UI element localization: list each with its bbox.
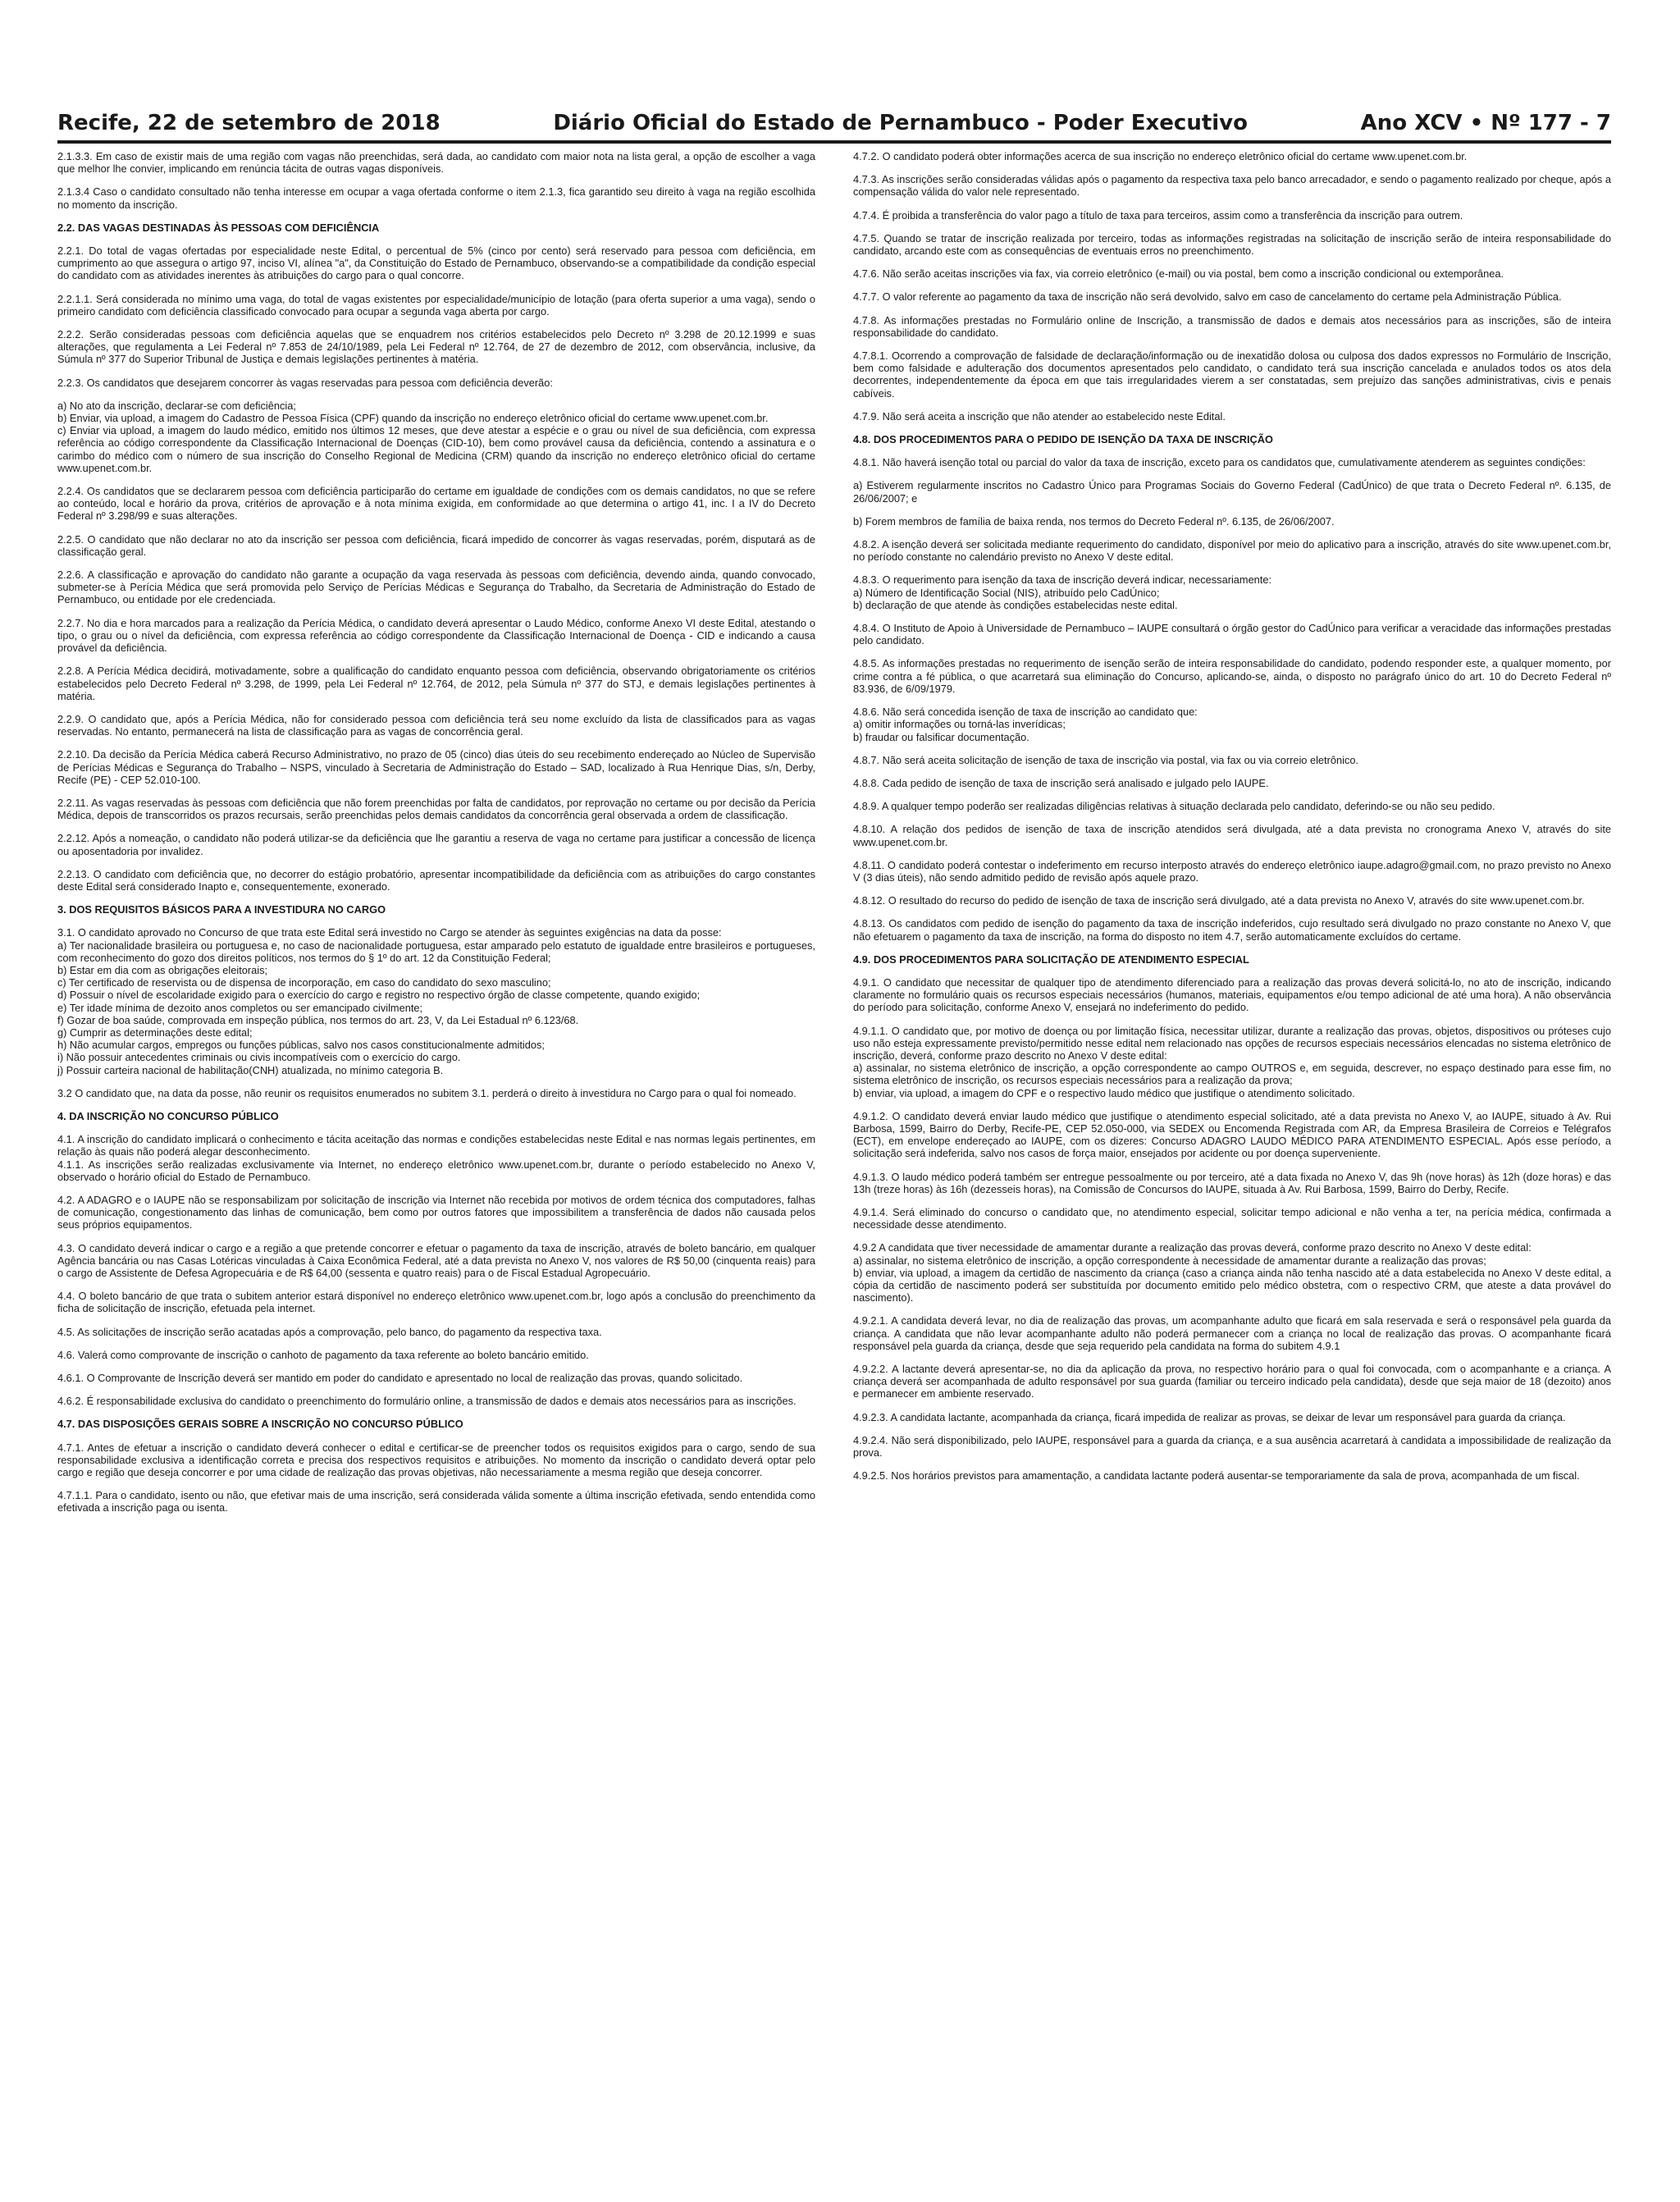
paragraph: 4.5. As solicitações de inscrição serão acatadas após a comprovação, pelo banco, do pagamento da respectiva taxa. xyxy=(57,1325,602,1338)
paragraph: 4.3. O candidato deverá indicar o cargo e a região a que pretende concorrer e efetuar o pagamento da taxa de inscrição, através de boleto bancário, em qualquer Agência bancária ou nas Casas Lotéricas vinculadas à Caixa Econômica Federal, até a data prevista no Anexo V, nos valores de R$ 50,00 (cinquenta reais) para o cargo de Assistente de Defesa Agropecuária e de R$ 64,00 (sessenta e quatro reais) para o de Fiscal Estadual Agropecuário. xyxy=(57,1241,815,1280)
paragraph: 4.8.6. Não será concedida isenção de taxa de inscrição ao candidato que: a) omitir informações ou torná-las inverídicas; b) fraudar ou falsificar documentação. xyxy=(853,706,1198,743)
paragraph: 4.7.5. Quando se tratar de inscrição realizada por terceiro, todas as informações registradas na solicitação de inscrição serão de inteira responsabilidade do candidato, arcando este com as consequências de eventuais erros no preenchimento. xyxy=(853,231,1611,258)
paragraph: 4.9.1. O candidato que necessitar de qualquer tipo de atendimento diferenciado para a realização das provas deverá solicitá-lo, no ato de inscrição, indicando claramente no formulário quais os recursos especiais necessários (humanos, materiais, equipamentos e/ou tempo adicional de até uma hora). A não observância do período para solicitação, conforme Anexo V, ensejará no indeferimento do pedido. xyxy=(853,975,1611,1014)
paragraph: 4.8.4. O Instituto de Apoio à Universidade de Pernambuco – IAUPE consultará o órgão gestor do CadÚnico para verificar a veracidade das informações prestadas pelo candidato. xyxy=(853,622,1611,647)
paragraph: 2.2.11. As vagas reservadas às pessoas com deficiência que não forem preenchidas por falta de candidatos, por reprovação no certame ou por decisão da Perícia Médica, depois de transcorridos os prazos recursais, serão preenchidas pelos demais candidatos da concorrência geral observada a ordem de classificação. xyxy=(57,796,815,822)
paragraph: 4.7.1.1. Para o candidato, isento ou não, que efetivar mais de uma inscrição, será considerada válida somente a última inscrição efetivada, sendo entendida como efetivada a inscrição paga ou isenta. xyxy=(57,1489,815,1514)
columns xyxy=(57,150,1611,1525)
paragraph: 4.9.2.4. Não será disponibilizado, pelo IAUPE, responsável para a guarda da criança, e a sua ausência acarretará à candidata a impossibilidade de realização da prova. xyxy=(853,1433,1611,1460)
paragraph: 4.6.2. É responsabilidade exclusiva do candidato o preenchimento do formulário online, a transmissão de dados e demais atos necessários para as inscrições. xyxy=(57,1395,797,1408)
paragraph: 2.2.1. Do total de vagas ofertadas por especialidade neste Edital, o percentual de 5% (cinco por cento) será reservado para pessoa com deficiência, em cumprimento ao que assegura o artigo 97, inciso VI, alínea "a", da Constituição do Estado de Pernambuco, observando-se a compatibilidade da condição especial do candidato com as atividades inerentes às atribuições do cargo para o qual concorre. xyxy=(57,244,815,282)
paragraph: 4.7.8.1. Ocorrendo a comprovação de falsidade de declaração/informação ou de inexatidão dolosa ou culposa dos dados expressos no Formulário de Inscrição, bem como falsidade e adulteração dos documentos apresentados pelo candidato, o candidato terá sua inscrição cancelada e anulados todos os atos dela decorrentes, independentemente da época em que tais irregularidades vierem a ser constatadas, sem prejuízo das sanções administrativas, civis e penais cabíveis. xyxy=(853,349,1611,400)
paragraph: a) No ato da inscrição, declarar-se com deficiência; b) Enviar, via upload, a imagem do Cadastro de Pessoa Física (CPF) quando da inscrição no endereço eletrônico oficial do certame www.upenet.com.br. c) Enviar via upload, a imagem do laudo médico, emitido nos últimos 12 meses, que deve atestar a espécie e o grau ou nível de sua deficiência, com expressa referência ao código correspondente da Classificação Internacional de Doenças (CID-10), bem como provável causa da deficiência, contendo a assinatura e o carimbo do médico com o número de sua inscrição do Conselho Regional de Medicina (CRM) quando da inscrição no endereço eletrônico oficial do certame www.upenet.com.br. xyxy=(57,399,815,474)
paragraph: 3.2 O candidato que, na data da posse, não reunir os requisitos enumerados no subitem 3.1. perderá o direito à investidura no Cargo para o qual foi nomeado. xyxy=(57,1086,797,1099)
paragraph: 4.9.2.1. A candidata deverá levar, no dia de realização das provas, um acompanhante adulto que ficará em sala reservada e será o responsável pela guarda da criança. A candidata que não levar acompanhante adulto não poderá permanecer com a criança no local de realização das provas. O acompanhante ficará responsável pela guarda da criança, desde que seja requerido pela candidata na forma do subitem 4.9.1 xyxy=(853,1314,1611,1352)
paragraph: 2.2.7. No dia e hora marcados para a realização da Perícia Médica, o candidato deverá apresentar o Laudo Médico, conforme Anexo VI deste Edital, atestando o tipo, o grau ou o nível da deficiência, com expressa referência ao código correspondente da Classificação Internacional de Doença - CID e indicando a causa provável da deficiência. xyxy=(57,616,815,655)
paragraph: 2.2.8. A Perícia Médica decidirá, motivadamente, sobre a qualificação do candidato enquanto pessoa com deficiência, observando obrigatoriamente os critérios estabelecidos pelo Decreto Federal nº 3.298, de 1999, pela Lei Federal nº 12.764, de 2012, pela Súmula nº 377 do STJ, e demais legislações pertinentes à matéria. xyxy=(57,665,815,702)
paragraph: 4.9.2.3. A candidata lactante, acompanhada da criança, ficará impedida de realizar as provas, se deixar de levar um responsável para guarda da criança. xyxy=(853,1410,1566,1423)
paragraph: 2.1.3.4 Caso o candidato consultado não tenha interesse em ocupar a vaga ofertada conforme o item 2.1.3, fica garantido seu direito à vaga na região escolhida no momento da inscrição. xyxy=(57,185,815,211)
paragraph: 4.7.3. As inscrições serão consideradas válidas após o pagamento da respectiva taxa pelo banco arrecadador, e sendo o pagamento realizado por cheque, após a compensação válida do valor nele representado. xyxy=(853,173,1611,199)
paragraph: 2.2.5. O candidato que não declarar no ato da inscrição ser pessoa com deficiência, ficará impedido de concorrer às vagas reservadas, porém, disputará as de classificação geral. xyxy=(57,532,815,558)
paragraph: 4.8.1. Não haverá isenção total ou parcial do valor da taxa de inscrição, exceto para os candidatos que, cumulativamente atenderem as seguintes condições: xyxy=(853,456,1586,469)
paragraph: 4.4. O boleto bancário de que trata o subitem anterior estará disponível no endereço eletrônico www.upenet.com.br, logo após a conclusão do preenchimento da ficha de solicitação de inscrição, efetuada pela internet. xyxy=(57,1290,815,1315)
paragraph: 4.8.8. Cada pedido de isenção de taxa de inscrição será analisado e julgado pelo IAUPE. xyxy=(853,776,1269,789)
paragraph: 2.2.9. O candidato que, após a Perícia Médica, não for considerado pessoa com deficiência terá seu nome excluído da lista de classificados para as vagas reservadas. No entanto, permanecerá na lista de classificação para as vagas de concorrência geral. xyxy=(57,712,815,738)
paragraph: 2.1.3.3. Em caso de existir mais de uma região com vagas não preenchidas, será dada, ao candidato com maior nota na lista geral, a opção de escolher a vaga que melhor lhe convier, implicando em renúncia tácita de outras vagas disponíveis. xyxy=(57,150,815,176)
paragraph: 4.8.2. A isenção deverá ser solicitada mediante requerimento do candidato, disponível por meio do aplicativo para a inscrição, através do site www.upenet.com.br, no período constante no calendário previsto no Anexo V deste edital. xyxy=(853,538,1611,564)
paragraph: 4.9.2 A candidata que tiver necessidade de amamentar durante a realização das provas deverá, conforme prazo descrito no Anexo V deste edital: a) assinalar, no sistema eletrônico de inscrição, a opção correspondente à necessidade de amamentar durante a realização das provas; b) enviar, via upload, a imagem da certidão de nascimento da criança (caso a criança ainda não tenha nascido até a data estabelecida no Anexo V deste edital, a cópia da certidão de nascimento poderá ser substituída por documento emitido pelo médico obstetra, com o respectivo CRM, que ateste a data provável do nascimento). xyxy=(853,1241,1611,1304)
paragraph: 4.1. A inscrição do candidato implicará o conhecimento e tácita aceitação das normas e condições estabelecidas neste Edital e nas normas legais pertinentes, em relação às quais não poderá alegar desconhecimento. 4.1.1. As inscrições serão realizadas exclusivamente via Internet, no endereço eletrônico www.upenet.com.br, durante o período estabelecido no Anexo V, observado o horário oficial do Estado de Pernambuco. xyxy=(57,1133,815,1183)
paragraph: 2.2.1.1. Será considerada no mínimo uma vaga, do total de vagas existentes por especialidade/município de lotação (para oferta superior a uma vaga), sendo o primeiro candidato com deficiência classificado convocado para ocupar a segunda vaga aberta por cargo. xyxy=(57,292,815,318)
header-title: Diário Oficial do Estado de Pernambuco - Poder Executivo xyxy=(553,111,1248,135)
left-column xyxy=(57,150,815,1525)
right-column xyxy=(853,150,1611,1525)
paragraph: 2.2.12. Após a nomeação, o candidato não poderá utilizar-se da deficiência que lhe garantiu a reserva de vaga no certame para justificar a concessão de licença ou aposentadoria por invalidez. xyxy=(57,832,815,857)
paragraph: 4.9.1.3. O laudo médico poderá também ser entregue pessoalmente ou por terceiro, até a data fixada no Anexo V, das 9h (nove horas) às 12h (doze horas) e das 13h (treze horas) às 16h (dezesseis horas), na Comissão de Concursos do IAUPE, situada à Av. Rui Barbosa, 1599, Bairro do Derby, Recife. xyxy=(853,1170,1611,1195)
paragraph: 4.8.7. Não será aceita solicitação de isenção de taxa de inscrição via postal, via fax ou via correio eletrônico. xyxy=(853,753,1359,766)
paragraph: 2.2.6. A classificação e aprovação do candidato não garante a ocupação da vaga reservada às pessoas com deficiência, devendo ainda, quando convocado, submeter-se à Perícia Médica que será promovida pelo Serviço de Perícias Médicas e Segurança do Trabalho, da Secretaria de Administração do Estado de Pernambuco, ou entidade por ele credenciada. xyxy=(57,569,815,606)
paragraph: 4.6. Valerá como comprovante de inscrição o canhoto de pagamento da taxa referente ao boleto bancário emitido. xyxy=(57,1348,589,1361)
paragraph: 4.7.7. O valor referente ao pagamento da taxa de inscrição não será devolvido, salvo em caso de cancelamento do certame pela Administração Pública. xyxy=(853,290,1562,304)
section-heading: 4. DA INSCRIÇÃO NO CONCURSO PÚBLICO xyxy=(57,1109,279,1122)
paragraph: b) Forem membros de família de baixa renda, nos termos do Decreto Federal nº. 6.135, de 26/06/2007. xyxy=(853,514,1335,528)
paragraph: 2.2.13. O candidato com deficiência que, no decorrer do estágio probatório, apresentar incompatibilidade da deficiência com as atribuições do cargo constantes deste Edital será considerado Inapto e, consequentemente, exonerado. xyxy=(57,867,815,893)
paragraph: 2.2.3. Os candidatos que desejarem concorrer às vagas reservadas para pessoa com deficiência deverão: xyxy=(57,376,553,389)
section-heading: 4.9. DOS PROCEDIMENTOS PARA SOLICITAÇÃO DE ATENDIMENTO ESPECIAL xyxy=(853,953,1249,966)
newspaper-page xyxy=(57,111,1611,1525)
paragraph: 4.8.9. A qualquer tempo poderão ser realizadas diligências relativas à situação declarada pelo candidato, deferindo-se ou não seu pedido. xyxy=(853,800,1495,813)
paragraph: 4.9.1.1. O candidato que, por motivo de doença ou por limitação física, necessitar utilizar, durante a realização das provas, objetos, dispositivos ou próteses cujo uso não esteja expressamente previsto/permitido nesse edital nem relacionado nas opções de recursos especiais necessários elencadas no sistema eletrônico de inscrição, deverá, conforme prazo descrito no Anexo V deste edital: a) assinalar, no sistema eletrônico de inscrição, a opção correspondente ao campo OUTROS e, em seguida, descrever, no espaço destinado para esse fim, no sistema eletrônico de inscrição, os recursos especiais necessários para a realização da prova; b) enviar, via upload, a imagem do CPF e o respectivo laudo médico que justifique o atendimento solicitado. xyxy=(853,1024,1611,1099)
paragraph: 4.7.6. Não serão aceitas inscrições via fax, via correio eletrônico (e-mail) ou via postal, bem como a inscrição condicional ou extemporânea. xyxy=(853,267,1504,281)
section-heading: 3. DOS REQUISITOS BÁSICOS PARA A INVESTIDURA NO CARGO xyxy=(57,903,386,916)
header-date: Recife, 22 de setembro de 2018 xyxy=(57,111,441,135)
paragraph: 4.8.5. As informações prestadas no requerimento de isenção serão de inteira responsabilidade do candidato, podendo responder este, a qualquer momento, por crime contra a fé pública, o que acarretará sua eliminação do Concurso, aplicando-se, ainda, o disposto no parágrafo único do art. 10 do Decreto Federal nº 83.936, de 6/09/1979. xyxy=(853,657,1611,695)
paragraph: 4.8.3. O requerimento para isenção da taxa de inscrição deverá indicar, necessariamente: a) Número de Identificação Social (NIS), atribuído pelo CadÚnico; b) declaração de que atende às condições estabelecidas neste edital. xyxy=(853,573,1272,611)
header-issue: Ano XCV • Nº 177 - 7 xyxy=(1360,111,1611,135)
paragraph: 3.1. O candidato aprovado no Concurso de que trata este Edital será investido no Cargo se atender às seguintes exigências na data da posse: a) Ter nacionalidade brasileira ou portuguesa e, no caso de nacionalidade portuguesa, estar amparado pelo estatuto de igualdade entre brasileiros e portugueses, com reconhecimento do gozo dos direitos políticos, nos termos do § 1º do art. 12 da Constituição Federal; b) Estar em dia com as obrigações eleitorais; c) Ter certificado de reservista ou de dispensa de incorporação, em caso do candidato do sexo masculino; d) Possuir o nível de escolaridade exigido para o exercício do cargo e registro no respectivo órgão de classe competente, quando exigido; e) Ter idade mínima de dezoito anos completos ou ser emancipado civilmente; f) Gozar de boa saúde, comprovada em inspeção pública, nos termos do art. 23, V, da Lei Estadual nº 6.123/68. g) Cumprir as determinações deste edital; h) Não acumular cargos, empregos ou funções públicas, salvo nos casos constitucionalmente admitidos; i) Não possuir antecedentes criminais ou civis incompatíveis com o exercício do cargo. j) Possuir carteira nacional de habilitação(CNH) atualizada, no mínimo categoria B. xyxy=(57,926,815,1076)
page-header xyxy=(57,111,1611,144)
paragraph: 4.7.8. As informações prestadas no Formulário online de Inscrição, a transmissão de dados e demais atos necessários para as inscrições, são de inteira responsabilidade do candidato. xyxy=(853,313,1611,339)
paragraph: 4.7.4. É proibida a transferência do valor pago a título de taxa para terceiros, assim como a transferência da inscrição para outrem. xyxy=(853,208,1463,222)
paragraph: 4.7.1. Antes de efetuar a inscrição o candidato deverá conhecer o edital e certificar-se de preencher todos os requisitos exigidos para o cargo, sendo de sua responsabilidade exclusiva a identificação correta e precisa dos respectivos requisitos e atribuições. No momento da inscrição o candidato deverá optar pelo cargo e região que deseja concorrer e por uma cidade de realização das provas objetivas, não necessariamente a mesma região que deseja concorrer. xyxy=(57,1441,815,1479)
paragraph: 4.9.2.5. Nos horários previstos para amamentação, a candidata lactante poderá ausentar-se temporariamente da sala de prova, acompanhada de um fiscal. xyxy=(853,1469,1580,1482)
paragraph: 4.7.2. O candidato poderá obter informações acerca de sua inscrição no endereço eletrônico oficial do certame www.upenet.com.br. xyxy=(853,150,1468,162)
paragraph: 2.2.10. Da decisão da Perícia Médica caberá Recurso Administrativo, no prazo de 05 (cinco) dias úteis do seu recebimento endereçado ao Núcleo de Supervisão de Perícias Médicas e Segurança do Trabalho – NSPS, vinculado à Secretaria de Administração do Estado – SAD, localizado à Rua Henrique Dias, s/n, Derby, Recife (PE) - CEP 52.010-100. xyxy=(57,748,815,786)
paragraph: 4.2. A ADAGRO e o IAUPE não se responsabilizam por solicitação de inscrição via Internet não recebida por motivos de ordem técnica dos computadores, falhas de comunicação, congestionamento das linhas de comunicação, bem como por outros fatores que impossibilitem a transferência de dados não causada pelos seus próprios equipamentos. xyxy=(57,1194,815,1231)
section-heading: 4.8. DOS PROCEDIMENTOS PARA O PEDIDO DE ISENÇÃO DA TAXA DE INSCRIÇÃO xyxy=(853,433,1273,446)
section-heading: 2.2. DAS VAGAS DESTINADAS ÀS PESSOAS COM DEFICIÊNCIA xyxy=(57,221,380,234)
paragraph: 4.8.11. O candidato poderá contestar o indeferimento em recurso interposto através do endereço eletrônico iaupe.adagro@gmail.com, no prazo previsto no Anexo V (3 dias úteis), não sendo admitido pedido de revisão após aquele prazo. xyxy=(853,858,1611,884)
paragraph: 4.9.1.2. O candidato deverá enviar laudo médico que justifique o atendimento especial solicitado, até a data prevista no Anexo V, ao IAUPE, situado à Av. Rui Barbosa, 1599, Bairro do Derby, Recife-PE, CEP 52.050-000, via SEDEX ou Encomenda Registrada com AR, da Empresa Brasileira de Correios e Telégrafos (ECT), em envelope endereçado ao IAUPE, com os dizeres: Concurso ADAGRO LAUDO MÉDICO PARA ATENDIMENTO ESPECIAL. Após esse período, a solicitação será indeferida, salvo nos casos de força maior, ensejados por acidente ou por doença superveniente. xyxy=(853,1109,1611,1160)
paragraph: 4.9.2.2. A lactante deverá apresentar-se, no dia da aplicação da prova, no respectivo horário para o qual foi convocada, com o acompanhante e a criança. A criança deverá ser acompanhada de adulto responsável por sua guarda (familiar ou terceiro indicado pela candidata), desde que seja maior de 18 (dezoito) anos e permanecer em ambiente reservado. xyxy=(853,1363,1611,1400)
paragraph: 4.8.12. O resultado do recurso do pedido de isenção de taxa de inscrição será divulgado, até a data prevista no Anexo V, através do site www.upenet.com.br. xyxy=(853,894,1585,907)
paragraph: 2.2.2. Serão consideradas pessoas com deficiência aquelas que se enquadrem nos critérios estabelecidos pelo Decreto nº 3.298 de 20.12.1999 e suas alterações, que regulamenta a Lei Federal nº 7.853 de 24/10/1989, pela Lei Federal nº 12.764, de 27 de dezembro de 2012, com observância, inclusive, da Súmula nº 377 do Superior Tribunal de Justiça e demais legislações pertinentes à matéria. xyxy=(57,328,815,366)
paragraph: 4.8.13. Os candidatos com pedido de isenção do pagamento da taxa de inscrição indeferidos, cujo resultado será divulgado no prazo constante no Anexo V, que não efetuarem o pagamento da taxa de inscrição, na forma do disposto no item 4.7, serão automaticamente excluídos do certame. xyxy=(853,917,1611,943)
paragraph: 4.7.9. Não será aceita a inscrição que não atender ao estabelecido neste Edital. xyxy=(853,409,1226,423)
paragraph: a) Estiverem regularmente inscritos no Cadastro Único para Programas Sociais do Governo Federal (CadÚnico) de que trata o Decreto Federal nº. 6.135, de 26/06/2007; e xyxy=(853,479,1611,505)
section-heading: 4.7. DAS DISPOSIÇÕES GERAIS SOBRE A INSCRIÇÃO NO CONCURSO PÚBLICO xyxy=(57,1418,463,1431)
paragraph: 4.9.1.4. Será eliminado do concurso o candidato que, no atendimento especial, solicitar tempo adicional e não venha a ter, na perícia médica, confirmada a necessidade desse atendimento. xyxy=(853,1205,1611,1231)
paragraph: 2.2.4. Os candidatos que se declararem pessoa com deficiência participarão do certame em igualdade de condições com os demais candidatos, no que se refere ao conteúdo, local e horário da prova, critérios de aprovação e à nota mínima exigida, em conformidade ao que determina o artigo 41, inc. I a IV do Decreto Federal nº 3.298/99 e suas alterações. xyxy=(57,485,815,523)
paragraph: 4.8.10. A relação dos pedidos de isenção de taxa de inscrição atendidos será divulgada, até a data prevista no cronograma Anexo V, através do site www.upenet.com.br. xyxy=(853,823,1611,848)
paragraph: 4.6.1. O Comprovante de Inscrição deverá ser mantido em poder do candidato e apresentado no local de realização das provas, quando solicitado. xyxy=(57,1372,743,1385)
